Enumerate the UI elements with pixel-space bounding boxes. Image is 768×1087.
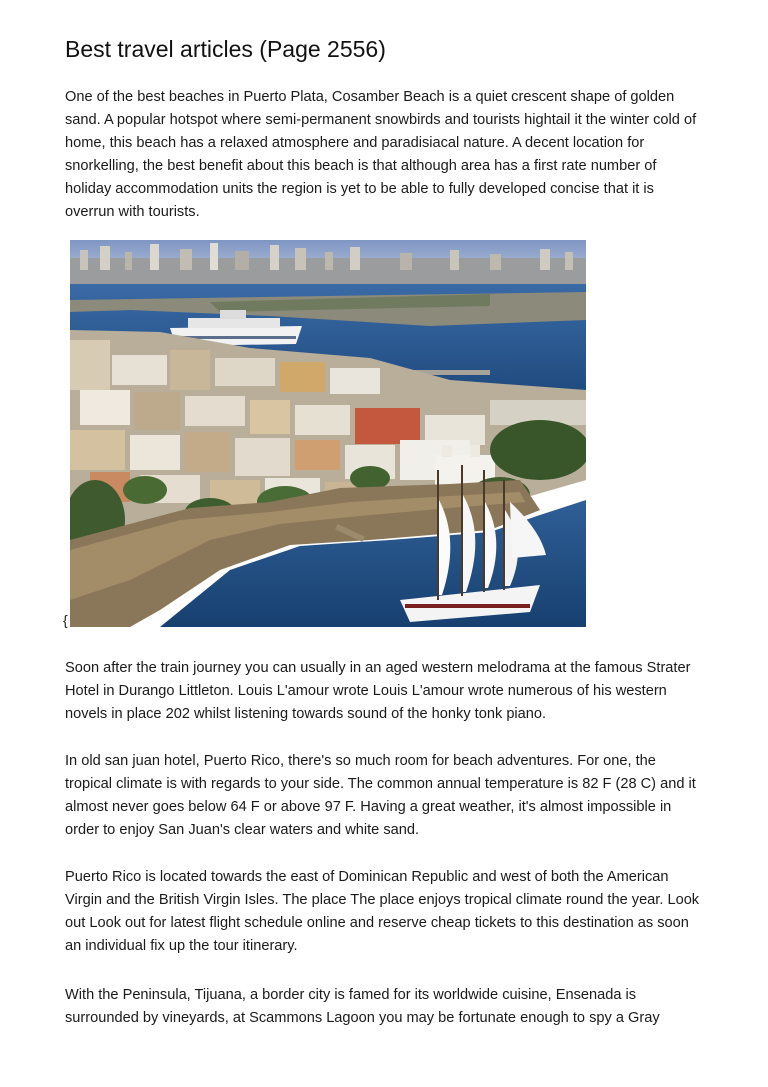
paragraph-2: Soon after the train journey you can usually in an aged western melodrama at the famous Strater Hotel in Durango Littleton. Louis L'amour wrote Louis L'amour wrote numerous of his western novels in place 202 whilst listening towards sound of the honky tonk piano. — [65, 660, 691, 723]
paragraph-1: One of the best beaches in Puerto Plata, Cosamber Beach is a quiet crescent shape of golden sand. A popular hotspot where semi-permanent snowbirds and tourists hightail it the winter cold of home, this beach has a relaxed atmosphere and paradisiacal nature. A decent location for snorkelling, the best benefit about this beach is that although area has a first rate number of holiday accommodation units the region is yet to be able to fully developed concise that it is overrun with tourists. — [65, 89, 697, 221]
paragraph-3: In old san juan hotel, Puerto Rico, there's so much room for beach adventures. For one, the tropical climate is with regards to your side. The common annual temperature is 82 F (28 C) and it almost never goes below 64 F or above 97 F. Having a great weather, it's almost impossible in order to enjoy San Juan's clear waters and white sand. — [65, 753, 696, 839]
harbor-photo-illustration — [70, 240, 586, 627]
paragraph-4: Puerto Rico is located towards the east of Dominican Republic and west of both the American Virgin and the British Virgin Isles. The place The place enjoys tropical climate round the year. Look out Look out for latest flight schedule online and reserve cheap tickets to this destination as soon an individual fix up the tour itinerary. — [65, 869, 700, 955]
page-title: Best travel articles (Page 2556) — [65, 36, 386, 62]
harbor-photo — [70, 240, 586, 627]
stray-brace: { — [63, 612, 68, 628]
paragraph-5: With the Peninsula, Tijuana, a border city is famed for its worldwide cuisine, Ensenada is surrounded by vineyards, at Scammons Lagoon you may be fortunate enough to spy a Gray — [65, 987, 660, 1027]
